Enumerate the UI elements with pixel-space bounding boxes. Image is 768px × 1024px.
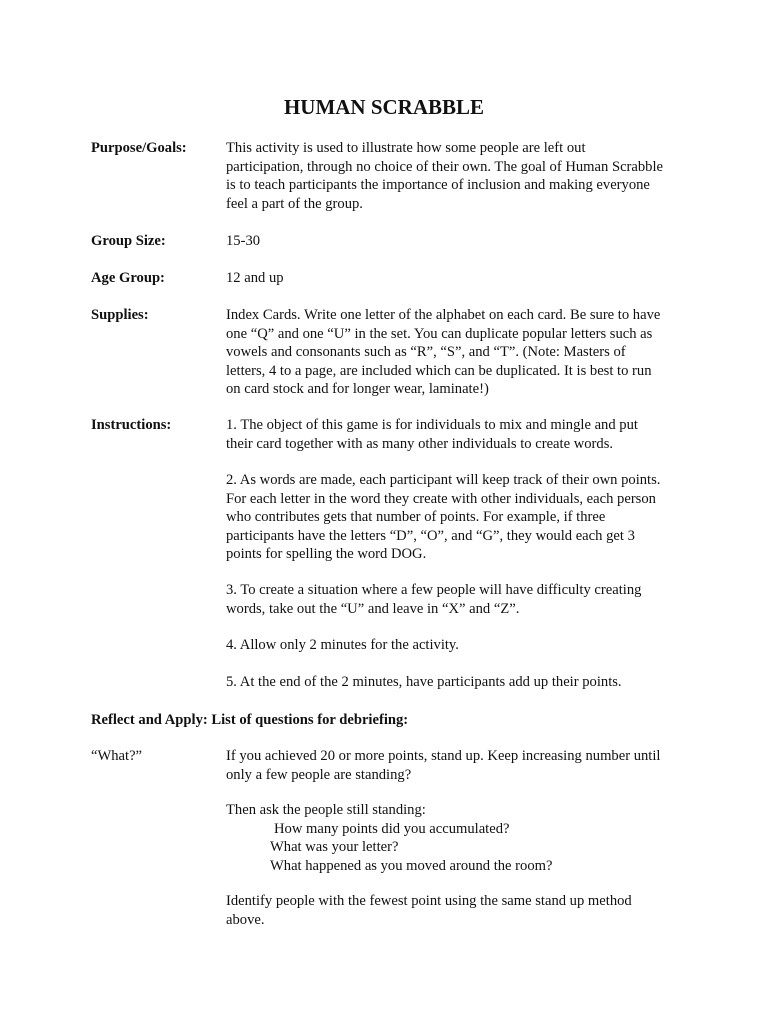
instruction-step-4 bbox=[226, 636, 686, 655]
age-group-label: Age Group: bbox=[91, 270, 165, 286]
instruction-step-1 bbox=[226, 416, 686, 453]
group-size-label: Group Size: bbox=[91, 233, 166, 249]
text-line: 2. As words are made, each participant will keep track of their own points. bbox=[226, 472, 661, 488]
text-line: 1. The object of this game is for individuals to mix and mingle and put bbox=[226, 417, 638, 433]
question-item: What happened as you moved around the room? bbox=[270, 857, 553, 874]
text-line: one “Q” and one “U” in the set. You can duplicate popular letters such as bbox=[226, 325, 653, 342]
text-line: on card stock and for longer wear, laminate!) bbox=[226, 381, 489, 397]
text-line: 3. To create a situation where a few people will have difficulty creating bbox=[226, 582, 642, 598]
what-paragraph-3 bbox=[226, 892, 686, 929]
age-group-value: 12 and up bbox=[226, 270, 284, 286]
instruction-step-2 bbox=[226, 471, 686, 564]
text-line: 5. At the end of the 2 minutes, have participants add up their points. bbox=[226, 674, 622, 690]
reflect-heading: Reflect and Apply: List of questions for debriefing: bbox=[91, 712, 409, 728]
text-line: For each letter in the word they create with other individuals, each person bbox=[226, 490, 656, 507]
supplies-text bbox=[226, 306, 686, 399]
instruction-step-5 bbox=[226, 673, 686, 692]
question-item: How many points did you accumulated? bbox=[274, 820, 510, 837]
text-line: participation, through no choice of their own. The goal of Human Scrabble bbox=[226, 158, 664, 175]
text-line: who contributes gets that number of points. For example, if three bbox=[226, 509, 606, 525]
instruction-step-3 bbox=[226, 581, 686, 618]
instructions-label: Instructions: bbox=[91, 417, 172, 433]
text-line: Then ask the people still standing: bbox=[226, 802, 426, 818]
text-line: letters, 4 to a page, are included which can be duplicated. It is best to run bbox=[226, 362, 652, 379]
text-line: Identify people with the fewest point using the same stand up method bbox=[226, 893, 632, 909]
purpose-label: Purpose/Goals: bbox=[91, 140, 187, 156]
text-line: is to teach participants the importance of inclusion and making everyone bbox=[226, 177, 650, 193]
supplies-label: Supplies: bbox=[91, 307, 149, 323]
text-line: This activity is used to illustrate how some people are left out bbox=[226, 140, 586, 156]
text-line: participants have the letters “D”, “O”, and “G”, they would each get 3 bbox=[226, 527, 635, 544]
text-line: Index Cards. Write one letter of the alphabet on each card. Be sure to have bbox=[226, 307, 661, 323]
what-label: “What?” bbox=[91, 748, 143, 764]
text-line: feel a part of the group. bbox=[226, 195, 363, 212]
text-line: their card together with as many other individuals to create words. bbox=[226, 435, 614, 452]
what-paragraph-1 bbox=[226, 747, 686, 784]
text-line: 4. Allow only 2 minutes for the activity. bbox=[226, 637, 459, 653]
group-size-value: 15-30 bbox=[226, 233, 261, 249]
question-item: What was your letter? bbox=[270, 839, 399, 855]
text-line: vowels and consonants such as “R”, “S”, and “T”. (Note: Masters of bbox=[226, 344, 626, 360]
what-paragraph-2 bbox=[226, 801, 686, 875]
text-line: If you achieved 20 or more points, stand up. Keep increasing number until bbox=[226, 748, 661, 764]
page-title: HUMAN SCRABBLE bbox=[283, 95, 485, 119]
text-line: words, take out the “U” and leave in “X” and “Z”. bbox=[226, 600, 520, 617]
text-line: above. bbox=[226, 911, 265, 928]
purpose-text bbox=[226, 139, 686, 213]
text-line: points for spelling the word DOG. bbox=[226, 546, 427, 562]
text-line: only a few people are standing? bbox=[226, 766, 412, 783]
